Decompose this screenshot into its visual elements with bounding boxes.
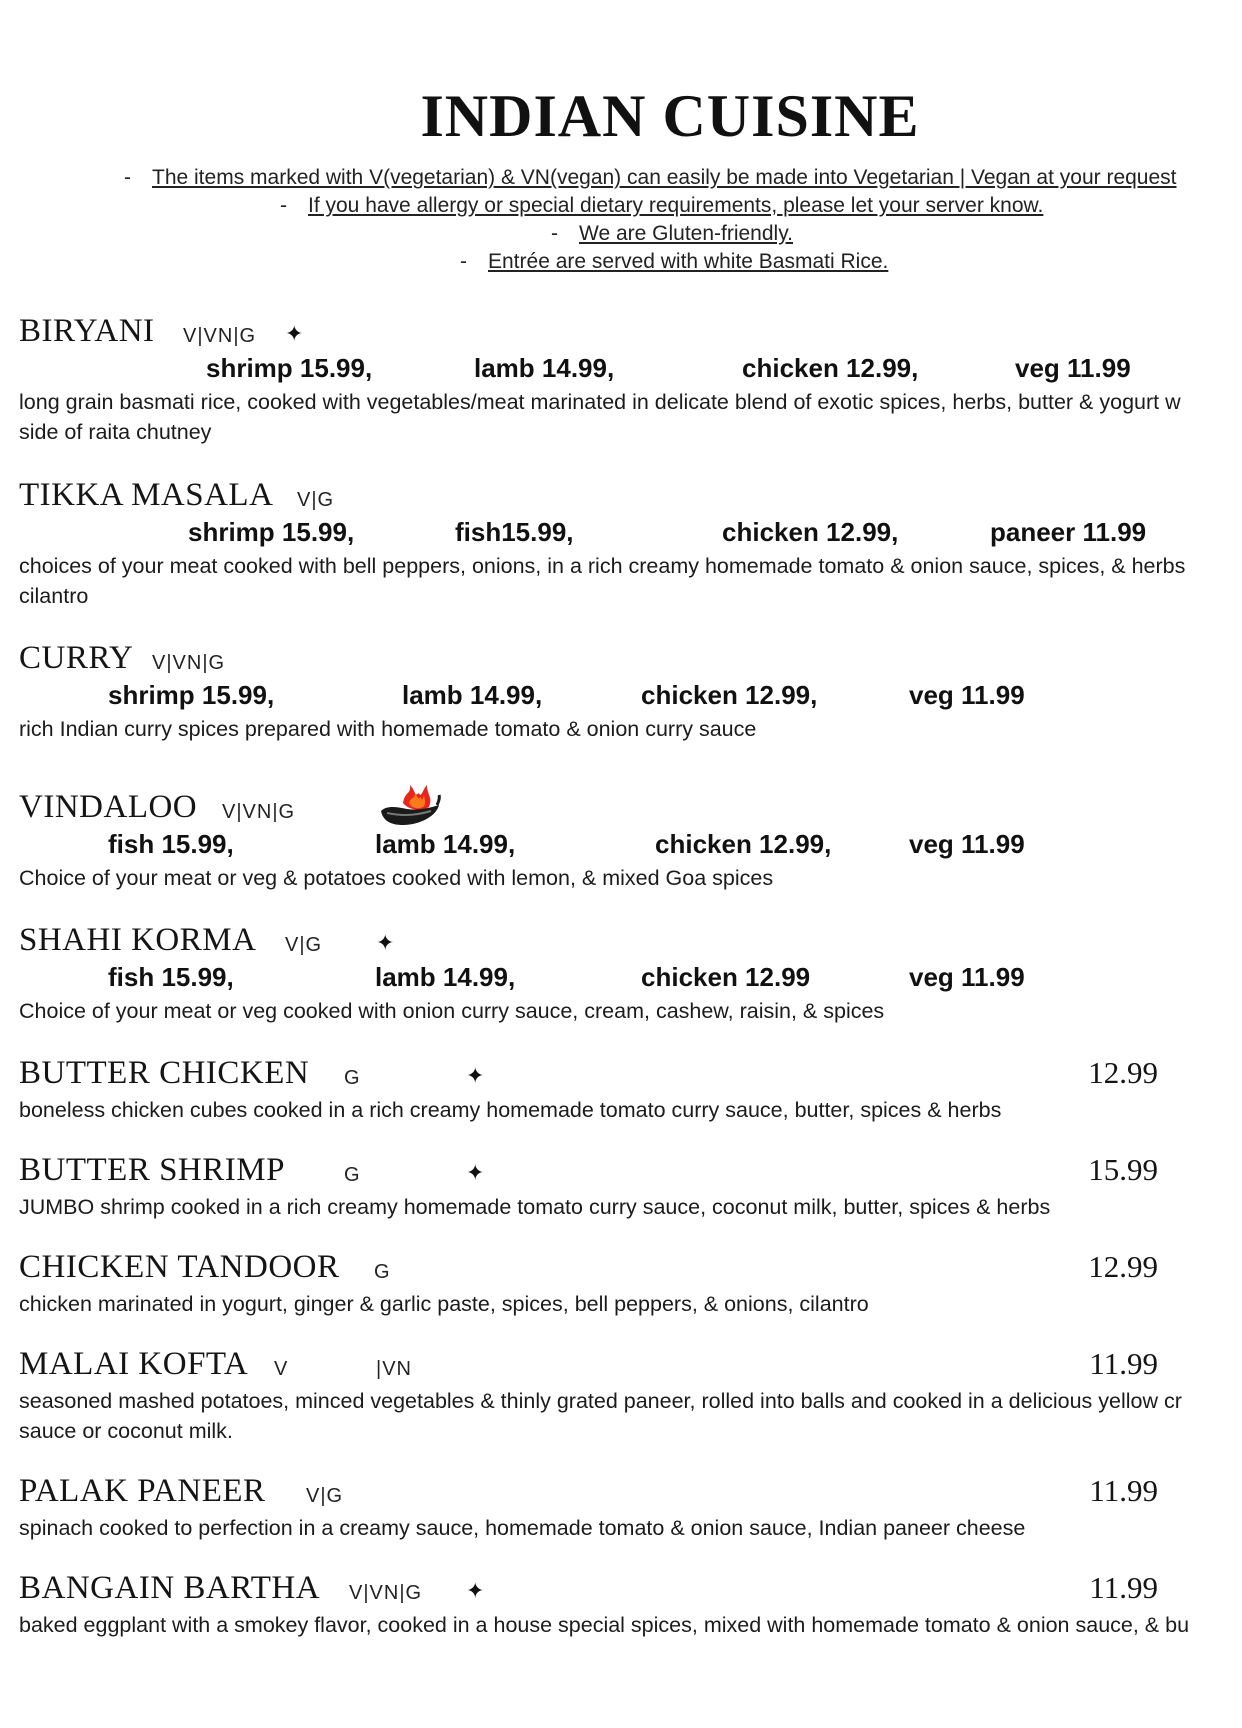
item-name: BANGAIN BARTHA (19, 1570, 321, 1606)
price-option: chicken 12.99 (641, 962, 811, 992)
dietary-tags: V|G (306, 1485, 344, 1507)
item-description: sauce or coconut milk. (19, 1419, 233, 1443)
price-option: veg 11.99 (1015, 353, 1131, 383)
item-description: seasoned mashed potatoes, minced vegetables & thinly grated paneer, rolled into balls and cooked in a delicious yellow cr (19, 1389, 1182, 1413)
price-option: veg 11.99 (909, 962, 1025, 992)
item-description: side of raita chutney (19, 420, 212, 444)
item-price: 11.99 (1089, 1346, 1158, 1381)
menu-item-tikka-masala (19, 477, 1242, 611)
price-option: shrimp 15.99, (206, 353, 373, 383)
item-name: BUTTER SHRIMP (19, 1152, 285, 1188)
note-rice: - Entrée are served with white Basmati Rice. (460, 250, 889, 273)
price-option: chicken 12.99, (722, 517, 899, 547)
price-option: fish 15.99, (108, 829, 234, 859)
item-name: BIRYANI (19, 313, 155, 349)
star-icon: ✦ (376, 930, 395, 955)
item-name: PALAK PANEER (19, 1473, 266, 1509)
price-option: lamb 14.99, (375, 829, 516, 859)
note-allergy: - If you have allergy or special dietary requirements, please let your server know. (280, 194, 1044, 217)
item-name: MALAI KOFTA (19, 1346, 249, 1382)
price-option: shrimp 15.99, (188, 517, 355, 547)
star-icon: ✦ (466, 1160, 485, 1185)
price-options (19, 962, 1242, 996)
item-description: rich Indian curry spices prepared with homemade tomato & onion curry sauce (19, 717, 757, 741)
item-name: CURRY (19, 640, 134, 676)
item-name: SHAHI KORMA (19, 922, 257, 958)
item-description: boneless chicken cubes cooked in a rich creamy homemade tomato curry sauce, butter, spices & herbs (19, 1098, 1002, 1122)
page-title: INDIAN CUISINE (420, 83, 920, 149)
menu-item-curry (19, 640, 1242, 744)
price-option: lamb 14.99, (474, 353, 615, 383)
dietary-tags: V|VN|G (349, 1582, 423, 1604)
price-options (19, 680, 1242, 714)
dietary-tags: V|G (297, 489, 335, 511)
item-description: choices of your meat cooked with bell peppers, onions, in a rich creamy homemade tomato & onion sauce, spices, & herbs (19, 554, 1186, 578)
menu-item-butter-shrimp (19, 1152, 1242, 1222)
item-description: long grain basmati rice, cooked with vegetables/meat marinated in delicate blend of exotic spices, herbs, butter & yogurt w (19, 390, 1181, 414)
menu-item-chicken-tandoor (19, 1249, 1242, 1319)
price-option: lamb 14.99, (375, 962, 516, 992)
note-vegetarian: - The items marked with V(vegetarian) & VN(vegan) can easily be made into Vegetarian | Vegan at your request (124, 166, 1177, 189)
item-description: chicken marinated in yogurt, ginger & garlic paste, spices, bell peppers, & onions, cilantro (19, 1292, 869, 1316)
item-name: TIKKA MASALA (19, 477, 274, 513)
menu-item-biryani (19, 313, 1242, 447)
item-description: Choice of your meat or veg & potatoes cooked with lemon, & mixed Goa spices (19, 866, 774, 890)
dietary-tags: G (374, 1261, 391, 1283)
dietary-tags: V|VN|G (152, 652, 226, 674)
price-options (19, 353, 1242, 387)
menu-item-vindaloo (19, 789, 1242, 893)
chili-pepper-flame-icon (377, 781, 441, 829)
item-description: baked eggplant with a smokey flavor, cooked in a house special spices, mixed with homemade tomato & onion sauce, & bu (19, 1613, 1190, 1637)
star-icon: ✦ (285, 321, 304, 346)
dietary-tags: V|VN|G (183, 325, 257, 347)
price-option: fish15.99, (455, 517, 574, 547)
price-options (19, 829, 1242, 863)
item-description: JUMBO shrimp cooked in a rich creamy homemade tomato curry sauce, coconut milk, butter, spices & herbs (19, 1195, 1051, 1219)
item-price: 15.99 (1088, 1152, 1158, 1187)
dietary-tags: G (344, 1067, 361, 1089)
star-icon: ✦ (466, 1578, 485, 1603)
item-price: 11.99 (1089, 1570, 1158, 1605)
price-option: chicken 12.99, (641, 680, 818, 710)
menu-item-shahi-korma (19, 922, 1242, 1026)
dietary-tags-vegan: |VN (376, 1358, 412, 1380)
price-option: fish 15.99, (108, 962, 234, 992)
item-name: VINDALOO (19, 789, 198, 825)
price-option: paneer 11.99 (990, 517, 1147, 547)
price-option: shrimp 15.99, (108, 680, 275, 710)
dietary-tags: V (274, 1358, 289, 1380)
price-options (19, 517, 1242, 551)
item-price: 12.99 (1088, 1249, 1158, 1284)
price-option: veg 11.99 (909, 680, 1025, 710)
menu-item-butter-chicken (19, 1055, 1242, 1125)
item-description: cilantro (19, 584, 89, 608)
price-option: lamb 14.99, (402, 680, 543, 710)
dietary-tags: G (344, 1164, 361, 1186)
star-icon: ✦ (466, 1063, 485, 1088)
menu-item-palak-paneer (19, 1473, 1242, 1543)
price-option: veg 11.99 (909, 829, 1025, 859)
menu-item-malai-kofta (19, 1346, 1242, 1446)
item-price: 12.99 (1088, 1055, 1158, 1090)
dietary-tags: V|G (285, 934, 323, 956)
price-option: chicken 12.99, (742, 353, 919, 383)
menu-item-bangain-bartha (19, 1570, 1242, 1640)
item-description: spinach cooked to perfection in a creamy sauce, homemade tomato & onion sauce, Indian paneer cheese (19, 1516, 1026, 1540)
item-name: CHICKEN TANDOOR (19, 1249, 340, 1285)
note-gluten: - We are Gluten-friendly. (551, 222, 793, 245)
dietary-tags: V|VN|G (222, 801, 296, 823)
item-description: Choice of your meat or veg cooked with onion curry sauce, cream, cashew, raisin, & spices (19, 999, 885, 1023)
item-price: 11.99 (1089, 1473, 1158, 1508)
item-name: BUTTER CHICKEN (19, 1055, 310, 1091)
price-option: chicken 12.99, (655, 829, 832, 859)
